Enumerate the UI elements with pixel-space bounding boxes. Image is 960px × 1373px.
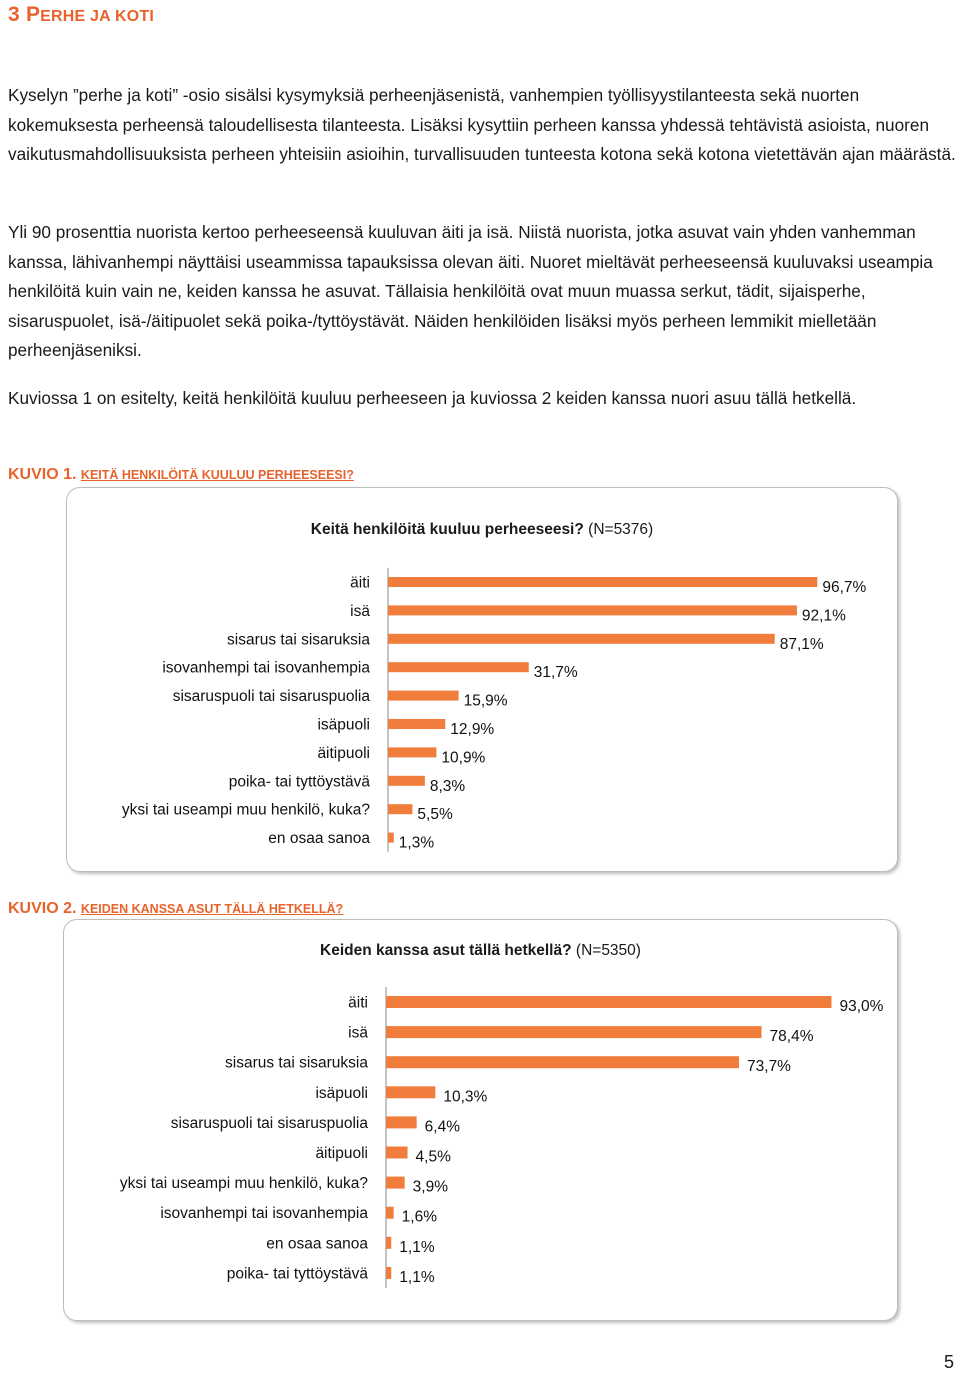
chart-2-bar [386, 1026, 762, 1038]
chart-2-category-label: äitipuoli [315, 1145, 368, 1162]
chart-1-plot [67, 488, 897, 871]
figure-2-caption-prefix: KUVIO 2. [8, 900, 77, 917]
chart-2-bar [386, 1207, 394, 1219]
section-title-initial: P [25, 3, 41, 26]
chart-2-value-label: 93,0% [839, 998, 884, 1015]
chart-2-value-label: 1,6% [401, 1208, 438, 1226]
chart-1-value-label: 92,1% [801, 607, 846, 625]
chart-1-category-label: isovanhempi tai isovanhempia [162, 659, 370, 677]
chart-1-value-label: 31,7% [533, 664, 578, 682]
chart-2-value-label: 1,1% [399, 1238, 435, 1256]
chart-2-category-label: äiti [348, 994, 368, 1012]
chart-1-bar [388, 634, 775, 644]
chart-2-bar [386, 996, 831, 1008]
chart-1-category-label: en osaa sanoa [268, 830, 370, 848]
chart-1-value-label: 15,9% [463, 692, 508, 710]
chart-1-bar [388, 662, 529, 672]
figure-2-caption [8, 900, 343, 918]
chart-2-bar [386, 1267, 391, 1279]
chart-1-value-label: 8,3% [429, 777, 466, 795]
figure-1-caption-text: KEITÄ HENKILÖITÄ KUULUU PERHEESEESI? [80, 468, 354, 482]
chart-2-value-label: 78,4% [769, 1028, 814, 1046]
chart-1-category-label: yksi tai useampi muu henkilö, kuka? [121, 801, 370, 819]
chart-2-category-label: isä [348, 1024, 368, 1042]
chart-1-category-label: sisaruspuoli tai sisaruspuolia [172, 688, 370, 706]
chart-2-value-label: 10,3% [443, 1088, 488, 1106]
chart-1-category-label: poika- tai tyttöystävä [228, 773, 370, 791]
chart-2-bar [386, 1116, 417, 1128]
chart-2-bar [386, 1237, 391, 1249]
chart-1-bar [388, 719, 445, 729]
chart-1-value-label: 1,3% [398, 834, 435, 852]
chart-2-category-label: en osaa sanoa [266, 1235, 368, 1253]
chart-1-bar [388, 691, 459, 701]
chart-2-category-label: sisaruspuoli tai sisaruspuolia [170, 1114, 368, 1132]
chart-1-bar [388, 577, 817, 587]
chart-2-bar [386, 1086, 435, 1098]
chart-2-bar [386, 1177, 405, 1189]
section-title-rest: ERHE JA KOTI [40, 8, 154, 25]
chart-1-value-label: 87,1% [779, 635, 824, 653]
figure-1-caption [8, 466, 354, 484]
chart-2-value-label: 73,7% [747, 1058, 791, 1076]
intro-paragraph: Kyselyn ”perhe ja koti” -osio sisälsi kysymyksiä perheenjäsenistä, vanhempien työllisyystilanteesta sekä nuorten kokemuksesta perheensä taloudellisesta tilanteesta. Lisäksi kysyttiin perheen kanssa yhdessä tehtävistä asioista, nuoren vaikutusmahdollisuuksista perheen yhteisiin asioihin, turvallisuuden tunteesta kotona sekä kotona vietettävän ajan määrästä. [8, 85, 956, 164]
family-paragraph: Yli 90 prosenttia nuorista kertoo perheeseensä kuuluvan äiti ja isä. Niistä nuorista, jotka asuvat vain yhden vanhemman kanssa, lähivanhempi näyttäisi useammissa tapauksissa olevan äiti. Nuoret mieltävät perheeseensä kuuluvaksi useampia henkilöitä kuin vain ne, keiden kanssa he asuvat. Tällaisia henkilöitä ovat muun muassa serkut, tädit, sijaisperhe, sisaruspuolet, isä-/äitipuolet sekä poika-/tyttöystävät. Näiden henkilöiden lisäksi myös perheen lemmikit mielletään perheenjäseniksi. [8, 222, 933, 360]
chart-1-value-label: 5,5% [417, 806, 453, 824]
figure-1-caption-prefix: KUVIO 1. [8, 466, 77, 483]
chart-2-bar [386, 1056, 739, 1068]
chart-1-category-label: isäpuoli [317, 716, 370, 734]
chart-1-bar [388, 747, 436, 757]
chart-1-value-label: 10,9% [441, 749, 486, 767]
chart-2-value-label: 3,9% [412, 1178, 449, 1196]
chart-1-title-text: Keitä henkilöitä kuuluu perheeseesi? [310, 521, 584, 538]
chart-2-value-label: 4,5% [415, 1148, 451, 1166]
section-number: 3 [8, 3, 20, 26]
chart-2-value-label: 6,4% [424, 1118, 460, 1136]
chart-1-category-label: äitipuoli [317, 744, 370, 762]
chart-2-n-label: (N=5350) [575, 942, 641, 959]
chart-2-plot [64, 920, 897, 1320]
figure-reference-paragraph: Kuviossa 1 on esitelty, keitä henkilöitä kuuluu perheeseen ja kuviossa 2 keiden kanssa nuori asuu tällä hetkellä. [8, 388, 857, 408]
chart-1-bar [388, 605, 797, 615]
chart-2-bar [386, 1147, 408, 1159]
chart-2-value-label: 1,1% [399, 1268, 435, 1286]
chart-2-category-label: sisarus tai sisaruksia [225, 1054, 368, 1072]
chart-1-bar [388, 804, 412, 814]
chart-1-value-label: 12,9% [450, 721, 495, 738]
chart-2-category-label: isovanhempi tai isovanhempia [160, 1205, 368, 1223]
chart-2-category-label: yksi tai useampi muu henkilö, kuka? [119, 1175, 368, 1193]
page-number: 5 [943, 1352, 954, 1372]
chart-1-bar [388, 833, 394, 843]
chart-2-category-label: poika- tai tyttöystävä [226, 1265, 368, 1283]
chart-1-value-label: 96,7% [822, 579, 867, 596]
chart-2-category-label: isäpuoli [315, 1084, 368, 1102]
chart-2-title-text: Keiden kanssa asut tällä hetkellä? [320, 942, 572, 959]
section-heading [8, 3, 154, 27]
chart-1-bar [388, 776, 425, 786]
figure-2-caption-text: KEIDEN KANSSA ASUT TÄLLÄ HETKELLÄ? [80, 902, 344, 916]
chart-1-category-label: sisarus tai sisaruksia [227, 631, 370, 649]
figure-1-chart [66, 487, 898, 872]
figure-2-chart [63, 919, 898, 1321]
chart-1-category-label: äiti [350, 574, 370, 592]
chart-1-n-label: (N=5376) [588, 521, 654, 538]
chart-1-category-label: isä [350, 602, 370, 620]
